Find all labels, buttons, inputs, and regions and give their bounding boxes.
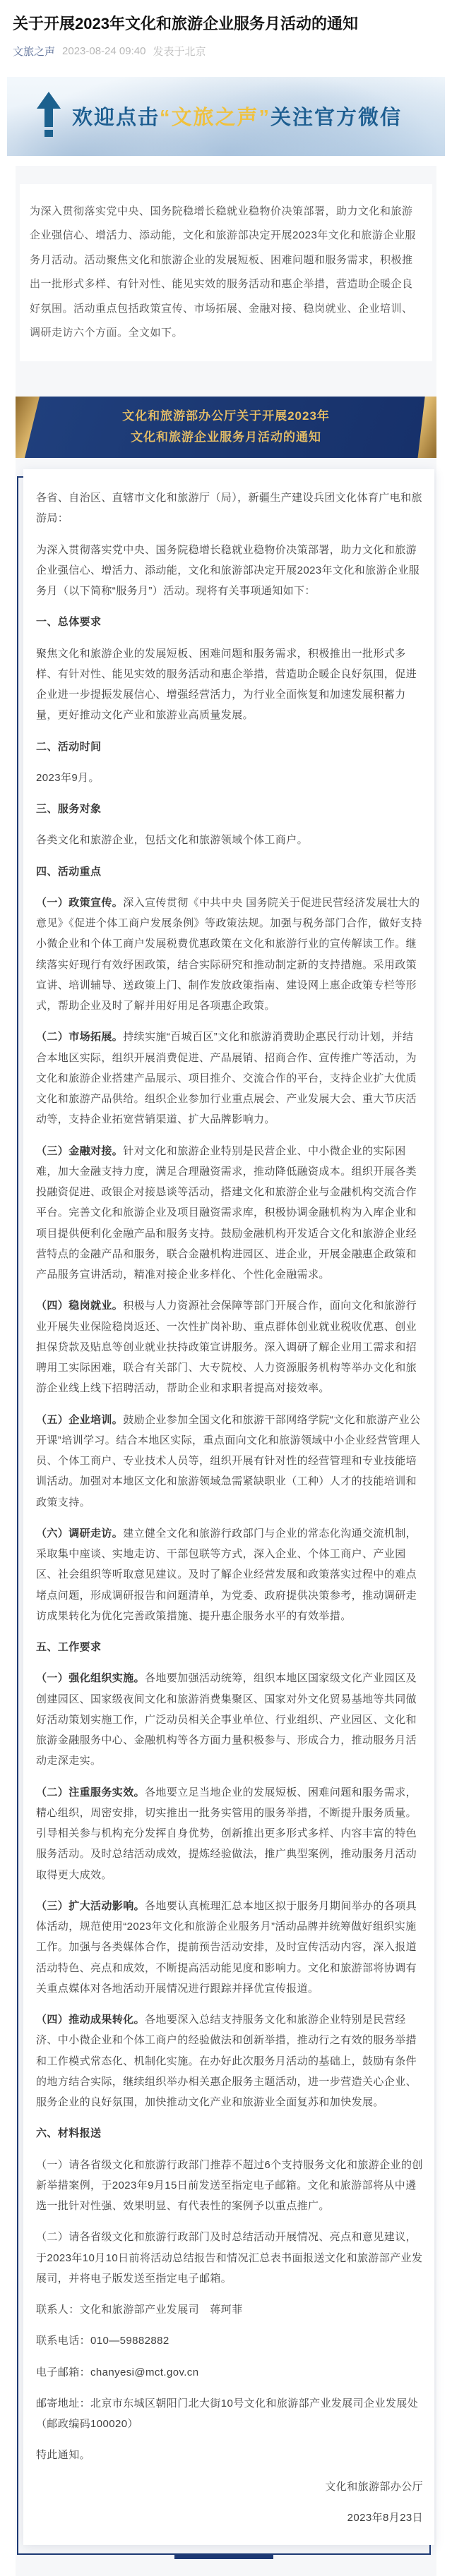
document-outline-border — [17, 476, 431, 2555]
document-paragraph — [36, 2330, 423, 2351]
paragraph-text: （一）请各省级文化和旅游行政部门推荐不超过6个支持服务文化和旅游企业的创新举措案例，于2023年9月15日前发送至指定电子邮箱。文化和旅游部将从中遴选一批针对性强、效果明显、有代表性的案例予以重点推广。 — [36, 2158, 423, 2213]
document-paragraph — [36, 1523, 423, 1626]
paragraph-text: 六、材料报送 — [36, 2127, 102, 2140]
paragraph-text: 各类文化和旅游企业，包括文化和旅游领域个体工商户。 — [36, 834, 309, 847]
paragraph-text: 鼓励企业参加全国文化和旅游干部网络学院“文化和旅游产业公开课”培训学习。结合本地区实际，重点面向文化和旅游领域中小企业经营管理人员、个体工商户、专业技术人员等，组织开展有针对性的经营管理和专业技能培训活动。加强对本地区文化和旅游领域急需紧缺职业（工种）人才的技能培训和政策支持。 — [36, 1413, 421, 1508]
paragraph-text: 持续实施“百城百区”文化和旅游消费助企惠民行动计划，并结合本地区实际，组织开展消费促进、产品展销、招商合作、宣传推广等活动，为文化和旅游企业搭建产品展示、项目推介、交流合作的平台，支持企业扩大优质文化和旅游产品供给。组织企业参加行业重点展会、产业发展大会、重大节庆活动等，支持企业拓宽营销渠道、扩大品牌影响力。 — [36, 1031, 417, 1126]
document-paragraph — [36, 768, 423, 788]
article-header — [0, 0, 452, 59]
paragraph-text: 建立健全文化和旅游行政部门与企业的常态化沟通交流机制，采取集中座谈、实地走访、干部包联等方式，深入企业、个体工商户、产业园区、社会组织等听取意见建议。及时了解企业经营发展和政策落实过程中的难点堵点问题，形成调研报告和问题清单，为党委、政府提供决策参考，推动调研走访成果转化为优化完善政策措施、提升惠企服务水平的有效举措。 — [36, 1527, 417, 1622]
intro-text: 为深入贯彻落实党中央、国务院稳增长稳就业稳物价决策部署，助力文化和旅游企业强信心、增活力、添动能，文化和旅游部决定开展2023年文化和旅游企业服务月活动。活动聚焦文化和旅游企业的发展短板、困难问题和服务需求，积极推出一批形式多样、有针对性、能见实效的服务活动和惠企举措，营造助企暖企良好氛围。活动重点包括政策宣传、市场拓展、金融对接、稳岗就业、企业培训、调研走访六个方面。全文如下。 — [30, 205, 416, 339]
paragraph-bold-lead: （六）调研走访。 — [36, 1527, 124, 1540]
document-paragraph — [36, 2155, 423, 2217]
paragraph-bold-lead: （二）注重服务实效。 — [36, 1786, 145, 1798]
paragraph-text: 为深入贯彻落实党中央、国务院稳增长稳就业稳物价决策部署，助力文化和旅游企业强信心、增活力、添动能，文化和旅游部决定开展2023年文化和旅游企业服务月（以下简称“服务月”）活动。现将有关事项通知如下： — [36, 543, 420, 598]
document-paragraph — [36, 643, 423, 726]
banner-text-before: 欢迎点击 — [72, 107, 160, 130]
document-paragraph — [36, 1295, 423, 1398]
paragraph-text: 2023年9月。 — [36, 771, 100, 784]
gold-decoration-right — [412, 397, 436, 458]
document-paragraph — [36, 2477, 423, 2497]
document-paragraph — [36, 2009, 423, 2112]
follow-banner-text — [72, 102, 402, 131]
paragraph-text: 联系人：文化和旅游部产业发展司 蒋珂菲 — [36, 2304, 243, 2316]
byline — [13, 44, 439, 59]
document-paragraph — [36, 1141, 423, 1286]
follow-banner-image[interactable] — [7, 77, 445, 156]
paragraph-text: 各地要立足当地企业的发展短板、困难问题和服务需求，精心组织，周密安排，切实推出一批务实管用的服务举措，不断提升服务质量。引导相关参与机构充分发挥自身优势，创新推出更多形式多样、内容丰富的特色服务活动。及时总结活动成效，提炼经验做法，推广典型案例，推动服务月活动取得更大成效。 — [36, 1786, 417, 1881]
content-area — [16, 166, 436, 2576]
paragraph-text: 深入宣传贯彻《中共中央 国务院关于促进民营经济发展壮大的意见》《促进个体工商户发展条例》等政策法规。加强与税务部门合作，做好支持小微企业和个体工商户发展税费优惠政策在文化和旅游行业的宣传解读工作。继续落实好现行有效纾困政策，结合实际研究和推动制定新的支持措施。采用政策宣讲、培训辅导、送政策上门、制作发放政策指南、建设网上惠企政策专栏等形式，帮助企业及时了解并用好用足各项惠企政策。 — [36, 896, 422, 1012]
document-paragraph — [36, 2508, 423, 2528]
gold-decoration-left — [16, 397, 40, 458]
account-link[interactable]: 文旅之声 — [13, 45, 56, 58]
paragraph-text: 各地要加强活动统筹，组织本地区国家级文化产业园区及创建园区、国家级夜间文化和旅游消费集聚区、国家对外文化贸易基地等共同做好活动策划实施工作，广泛动员相关企事业单位、行业组织、产业园区、文化和旅游金融服务中心、金融机构等各方面力量积极参与、形成合力，推动服务月活动走深走实。 — [36, 1672, 417, 1767]
paragraph-text: 特此通知。 — [36, 2449, 91, 2462]
paragraph-bold-lead: （一）强化组织实施。 — [36, 1672, 145, 1685]
paragraph-text: 三、服务对象 — [36, 803, 102, 816]
document-card-wrapper — [17, 476, 431, 2555]
document-paragraph — [36, 2299, 423, 2320]
paragraph-text: 文化和旅游部办公厅 — [325, 2480, 423, 2493]
document-paragraph — [36, 488, 423, 529]
paragraph-text: 针对文化和旅游企业特别是民营企业、中小微企业的实际困难，加大金融支持力度，满足合理融资需求，推动降低融资成本。组织开展各类投融资促进、政银企对接恳谈等活动，搭建文化和旅游企业与金融机构交流合作平台。完善文化和旅游企业及项目融资需求库，积极协调金融机构为入库企业和项目提供便利化金融产品和服务支持。鼓励金融机构开发适合文化和旅游企业经营特点的金融产品和服务，联合金融机构进园区、进企业，开展金融惠企政策和产品服务宣讲活动，精准对接企业多样化、个性化金融需求。 — [36, 1144, 417, 1281]
document-paragraph — [36, 2445, 423, 2465]
intro-card — [20, 184, 432, 361]
notice-title-banner — [16, 397, 436, 458]
document-paragraph — [36, 540, 423, 602]
document-paragraph — [36, 2362, 423, 2383]
banner-text-highlight: “文旅之声” — [160, 107, 271, 130]
paragraph-bold-lead: （二）市场拓展。 — [36, 1031, 124, 1044]
bottom-bar-decoration — [174, 2553, 273, 2559]
document-paragraph — [36, 799, 423, 819]
paragraph-text: 一、总体要求 — [36, 616, 102, 629]
document-paragraph — [36, 2227, 423, 2289]
document-paragraph — [36, 861, 423, 882]
document-paragraph — [36, 1027, 423, 1130]
document-paragraph — [36, 1668, 423, 1771]
paragraph-text: （二）请各省级文化和旅游行政部门及时总结活动开展情况、亮点和意见建议，于2023年10月10日前将活动总结报告和情况汇总表书面报送文化和旅游部产业发展司，并将电子版发送至指定电子邮箱。 — [36, 2231, 423, 2285]
document-paragraph — [36, 612, 423, 632]
document-paragraph — [36, 1782, 423, 1885]
paragraph-text: 电子邮箱：chanyesi@mct.gov.cn — [36, 2366, 199, 2378]
notice-banner-line2: 文化和旅游企业服务月活动的通知 — [131, 430, 321, 445]
document-paragraph — [36, 737, 423, 757]
paragraph-text: 聚焦文化和旅游企业的发展短板、困难问题和服务需求，积极推出一批形式多样、有针对性、能见实效的服务活动和惠企举措，营造助企暖企良好氛围，促进企业进一步提振发展信心、增强经营活力，为行业全面恢复和加速发展积蓄力量，更好推动文化产业和旅游业高质量发展。 — [36, 647, 417, 722]
paragraph-bold-lead: （三）扩大活动影响。 — [36, 1899, 145, 1912]
up-arrow-icon — [37, 92, 61, 140]
paragraph-text: 各地要认真梳理汇总本地区拟于服务月期间举办的各项具体活动，规范使用“2023年文化和旅游企业服务月”活动品牌并统筹做好组织实施工作。加强与各类媒体合作，提前预告活动安排，及时宣传活动内容，深入报道活动特色、亮点和成效，不断提高活动能见度和影响力。文化和旅游部将协调有关重点媒体对各地活动开展情况进行跟踪并择优宣传报道。 — [36, 1899, 417, 1995]
paragraph-text: 积极与人力资源社会保障等部门开展合作，面向文化和旅游行业开展失业保险稳岗返还、一次性扩岗补助、重点群体创业就业税收优惠、创业担保贷款及贴息等创业就业扶持政策宣讲服务。深入调研了解企业用工需求和招聘用工实际困难，联合有关部门、大专院校、人力资源服务机构等举办文化和旅游企业线上线下招聘活动，帮助企业和求职者提高对接效率。 — [36, 1300, 417, 1395]
notice-banner-line1: 文化和旅游部办公厅关于开展2023年 — [122, 409, 330, 423]
page-title: 关于开展2023年文化和旅游企业服务月活动的通知 — [13, 15, 358, 32]
paragraph-bold-lead: （四）稳岗就业。 — [36, 1300, 124, 1312]
paragraph-text: 五、工作要求 — [36, 1641, 102, 1654]
banner-text-after: 关注官方微信 — [270, 107, 403, 130]
paragraph-text: 2023年8月23日 — [347, 2511, 423, 2524]
document-paragraph — [36, 893, 423, 1017]
paragraph-text: 联系电话：010—59882882 — [36, 2335, 170, 2347]
document-paragraph — [36, 830, 423, 850]
paragraph-text: 邮寄地址：北京市东城区朝阳门北大街10号文化和旅游部产业发展司企业发展处（邮政编码100020） — [36, 2397, 419, 2431]
document-paragraph — [36, 1410, 423, 1513]
paragraph-text: 各地要深入总结支持服务文化和旅游企业特别是民营经济、中小微企业和个体工商户的经验做法和创新举措，推动行之有效的服务举措和工作模式常态化、机制化实施。在办好此次服务月活动的基础上，鼓励有条件的地方结合实际，继续组织举办相关惠企服务主题活动，进一步营造关心企业、服务企业的良好氛围，加快推动文化产业和旅游业全面复苏和加快发展。 — [36, 2014, 417, 2109]
paragraph-text: 二、活动时间 — [36, 740, 102, 753]
publish-datetime: 2023-08-24 09:40 — [62, 44, 146, 57]
document-paragraph — [36, 1637, 423, 1657]
document-card — [23, 469, 434, 2545]
document-paragraph — [36, 1896, 423, 1999]
document-paragraph — [36, 2123, 423, 2143]
paragraph-bold-lead: （一）政策宣传。 — [36, 896, 124, 909]
paragraph-text: 各省、自治区、直辖市文化和旅游厅（局），新疆生产建设兵团文化体育广电和旅游局： — [36, 492, 422, 525]
paragraph-bold-lead: （四）推动成果转化。 — [36, 2014, 145, 2026]
paragraph-bold-lead: （五）企业培训。 — [36, 1413, 124, 1426]
paragraph-text: 四、活动重点 — [36, 865, 102, 878]
paragraph-bold-lead: （三）金融对接。 — [36, 1144, 124, 1157]
document-paragraph — [36, 2393, 423, 2435]
publish-location: 发表于北京 — [153, 45, 206, 58]
